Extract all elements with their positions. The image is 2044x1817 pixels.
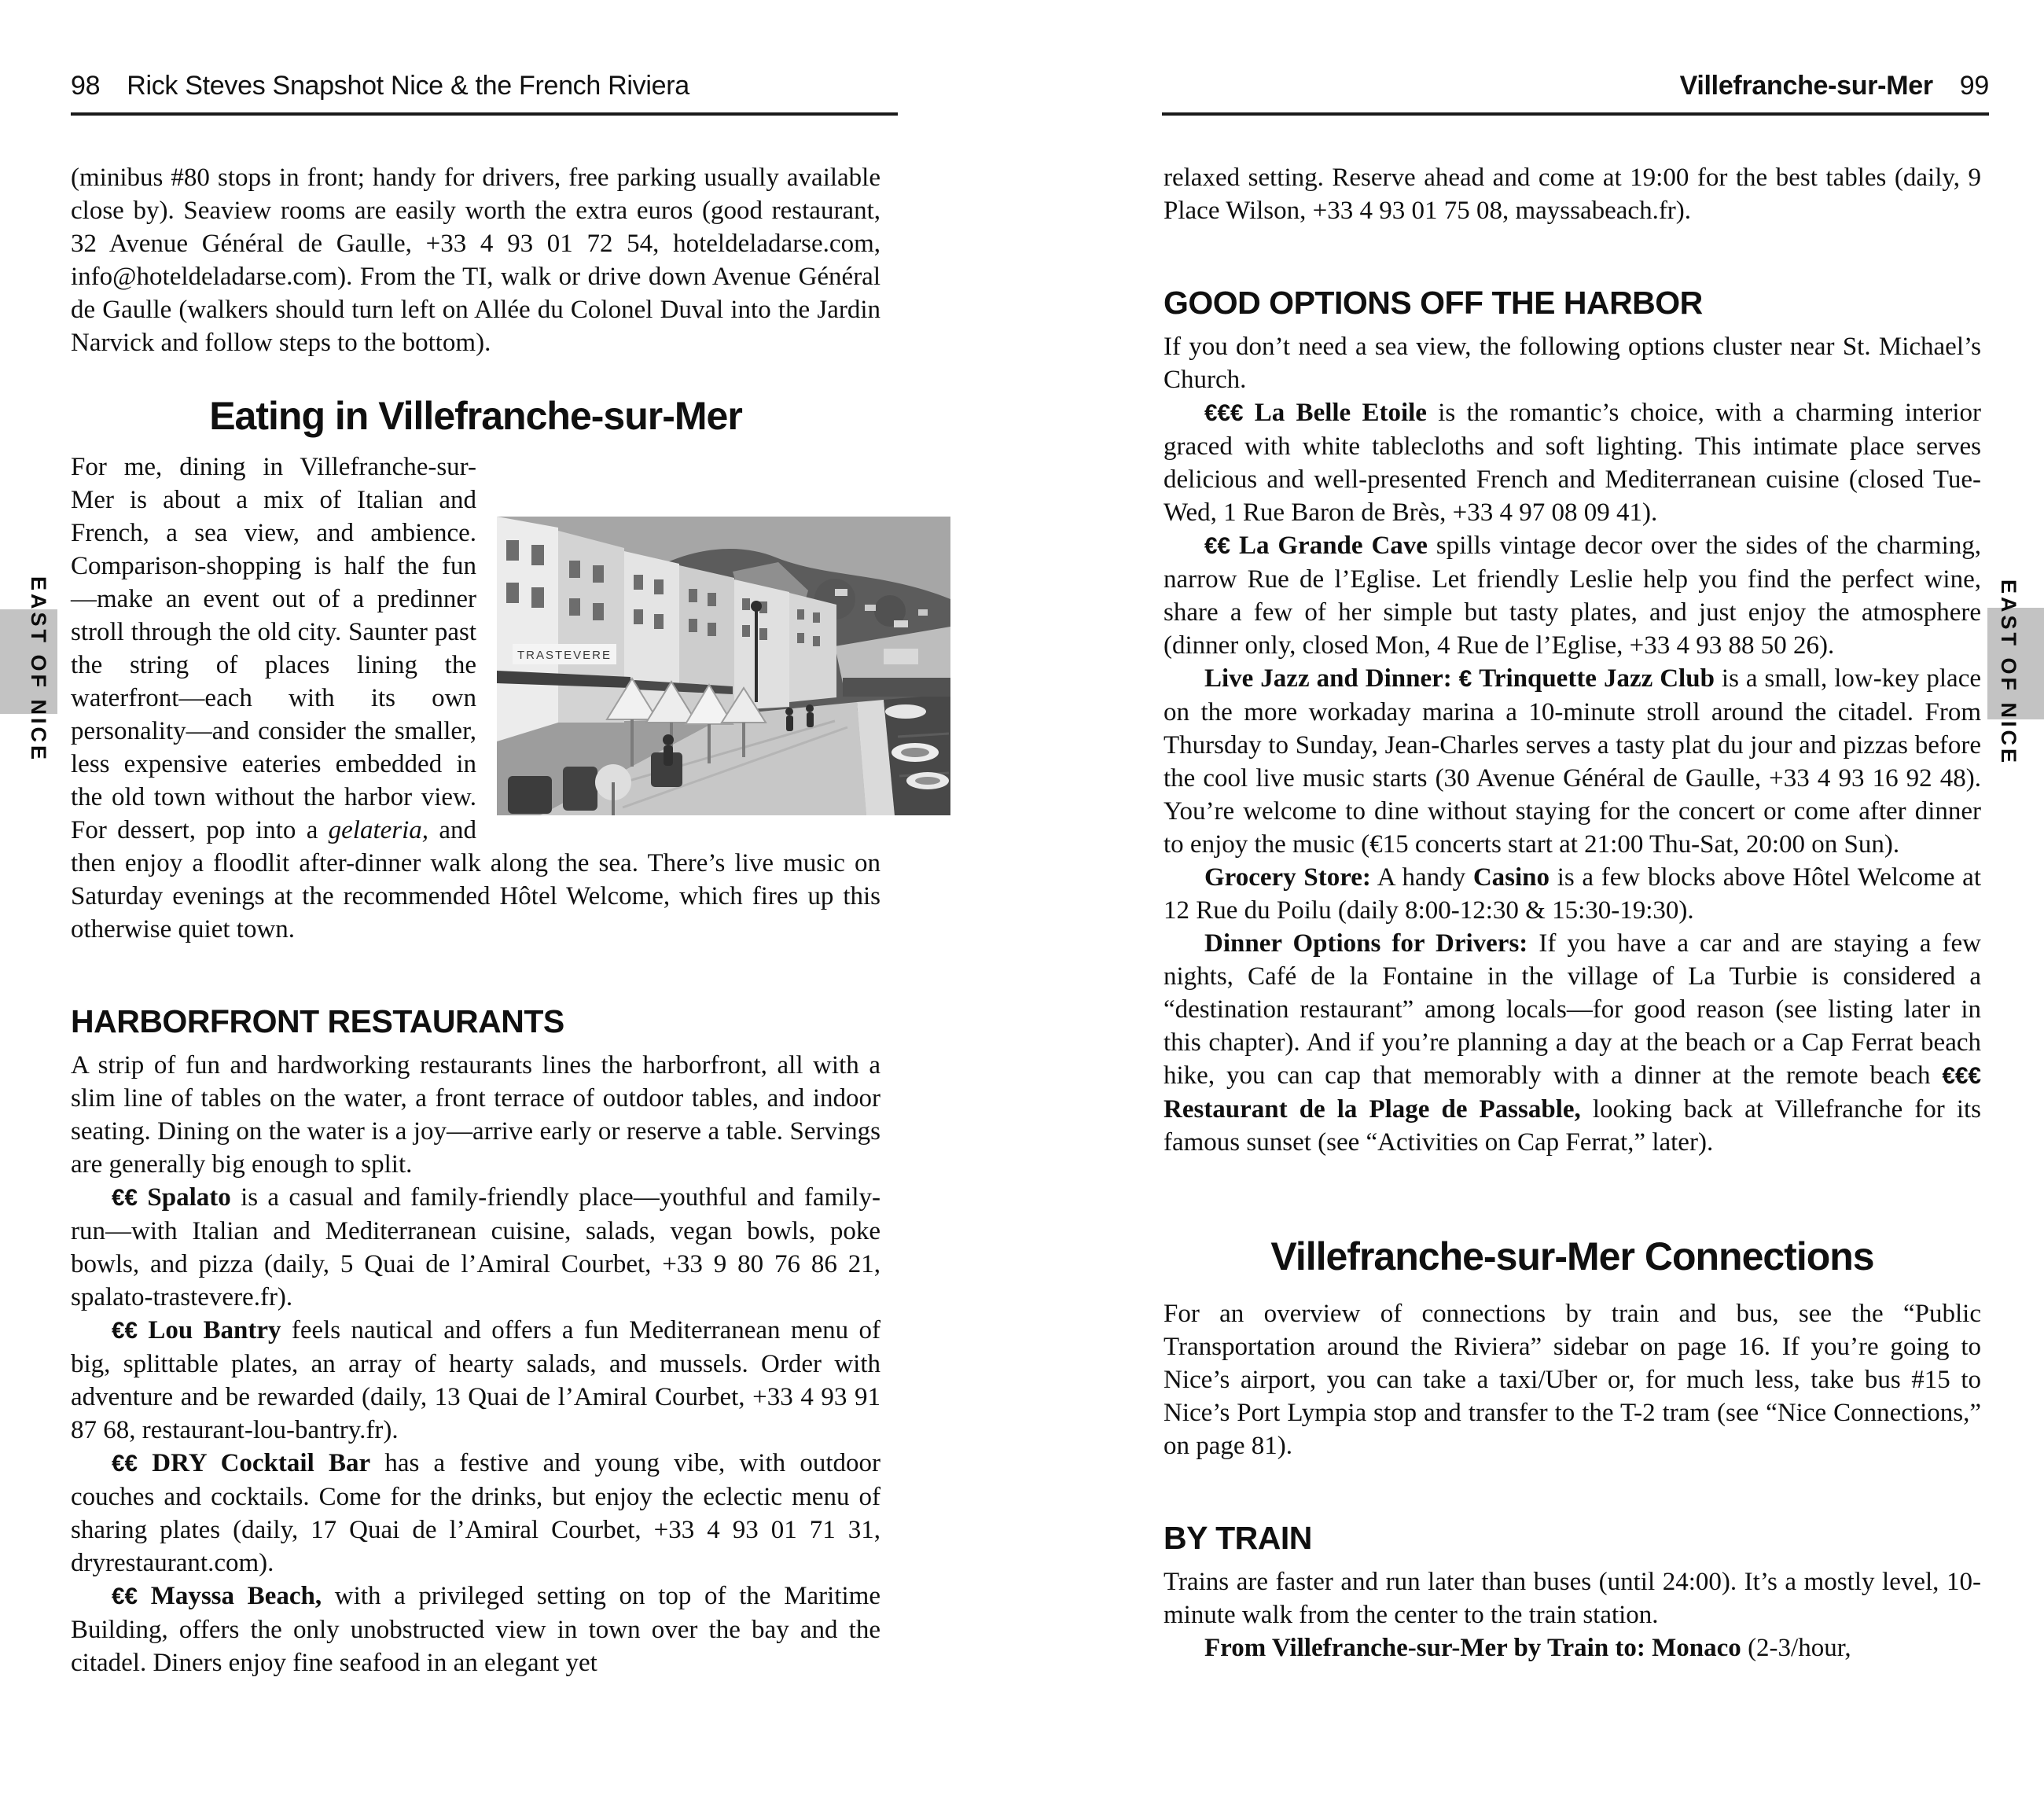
page-header-right (1162, 71, 1989, 116)
edge-tab-left-label: EAST OF NICE (27, 576, 50, 763)
page-number-left: 98 (71, 71, 101, 101)
by-train-heading: BY TRAIN (1164, 1520, 1312, 1557)
left-page-column (71, 161, 880, 1679)
page-header-left (71, 71, 898, 116)
restaurant-listing-dry-cocktail-bar: €€ DRY Cocktail Bar has a festive and young vibe, with outdoor couches and cocktails. Come for the drinks, but enjoy the eclectic menu of sharing plates (daily, 17 Quai de l’Amiral Courbet, +33 4 93 01 71 31, dryrestaurant.com). (71, 1449, 881, 1578)
harborfront-heading: HARBORFRONT RESTAURANTS (71, 1003, 564, 1039)
restaurant-listing-la-grande-cave: €€ La Grande Cave spills vintage decor over the sides of the charming, narrow Rue de l’Eglise. Let friendly Leslie help you find the perfect wine, share a few of her simple but tasty plates, and just enjoy the atmosphere (dinner only, closed Mon, 4 Rue de l’Eglise, +33 4 93 88 50 26). (1164, 531, 1981, 660)
paragraph-good-options-intro: If you don’t need a sea view, the following options cluster near St. Michael’s Church. (1164, 333, 1981, 395)
paragraph-eating-overview-text: For me, dining in Villefranche-sur-Mer is about a mix of Italian and French, a sea view, and ambience. Comparison-shopping is half the fun—make an event out of a predinner stroll through the old city. Saunter past the string of places lining the waterfront—each with its own personality—and consider the smaller, less expensive eateries embedded in the old town without the harbor view. For dessert, pop into a gelateria, and then enjoy a floodlit after-dinner walk along the sea. There’s live music on Saturday evenings at the recommended Hôtel Welcome, which fires up this otherwise quiet town. (71, 453, 880, 943)
harbor-photo (497, 517, 950, 815)
right-page-column (1164, 161, 1981, 1664)
paragraph-hotel-directions: (minibus #80 stops in front; handy for drivers, free parking usually available close by). Seaview rooms are easily worth the extra euros (good restaurant, 32 Avenue Général de Gaulle, +33 4 93 01 72 54, hoteldeladarse.com, info@hoteldeladarse.com). From the TI, walk or drive down Avenue Général de Gaulle (walkers should turn left on Allée du Colonel Duval into the Jardin Narvick and follow steps to the bottom). (71, 164, 880, 357)
restaurant-listing-spalato: €€ Spalato is a casual and family-friendly place—youthful and family-run—with Italian and Mediterranean cuisine, salads, vegan bowls, poke bowls, and pizza (daily, 5 Quai de l’Amiral Courbet, +33 9 80 76 86 21, spalato-trastevere.fr). (71, 1183, 880, 1312)
listing-grocery-store: Grocery Store: A handy Casino is a few blocks above Hôtel Welcome at 12 Rue du Poilu (daily 8:00-12:30 & 15:30-19:30). (1164, 863, 1981, 925)
restaurant-listing-lou-bantry: €€ Lou Bantry feels nautical and offers a fun Mediterranean menu of big, splittable plates, an array of hearty salads, and mussels. Order with adventure and be rewarded (daily, 13 Quai de l’Amiral Courbet, +33 4 93 91 87 68, restaurant-lou-bantry.fr). (71, 1316, 880, 1445)
connections-section-heading: Villefranche-sur-Mer Connections (1270, 1234, 1874, 1279)
running-head-left: Rick Steves Snapshot Nice & the French Riviera (127, 71, 689, 101)
page-number-right: 99 (1959, 71, 1989, 101)
paragraph-train-destinations: From Villefranche-sur-Mer by Train to: Monaco (2-3/hour, (1204, 1634, 1851, 1663)
photo-sign-text: TRASTEVERE (517, 649, 612, 662)
paragraph-harborfront-intro: A strip of fun and hardworking restaurants lines the harborfront, all with a slim line of tables on the water, a front terrace of outdoor tables, and indoor seating. Dining on the water is a joy—arrive early or reserve a table. Servings are generally big enough to split. (71, 1051, 880, 1179)
running-head-right: Villefranche-sur-Mer (1679, 71, 1933, 101)
paragraph-by-train: Trains are faster and run later than buses (until 24:00). It’s a mostly level, 10-minute walk from the center to the train station. (1164, 1568, 1981, 1630)
paragraph-eating-overview (71, 451, 880, 946)
listing-live-jazz-trinquette: Live Jazz and Dinner: € Trinquette Jazz Club is a small, low-key place on the more workaday marina a 10-minute stroll around the citadel. From Thursday to Sunday, Jean-Charles serves a tasty plat du jour and pizzas before the cool live music starts (30 Avenue Général de Gaulle, +33 4 93 16 92 48). You’re welcome to dine without staying for the concert or come after dinner to enjoy the music (€15 concerts start at 21:00 Thu-Sat, 20:00 on Sun). (1164, 664, 1981, 859)
paragraph-mayssa-continued: relaxed setting. Reserve ahead and come at 19:00 for the best tables (daily, 9 Place Wilson, +33 4 93 01 75 08, mayssabeach.fr). (1164, 164, 1981, 225)
restaurant-listing-mayssa-beach: €€ Mayssa Beach, with a privileged setting on top of the Maritime Building, offers the only unobstructed view in town over the bay and the citadel. Diners enjoy fine seafood in an elegant yet (71, 1582, 880, 1678)
eating-section-heading: Eating in Villefranche-sur-Mer (209, 394, 742, 438)
restaurant-listing-la-belle-etoile: €€€ La Belle Etoile is the romantic’s choice, with a charming interior graced with white tablecloths and soft lighting. This intimate place serves delicious and well-presented French and Mediterranean cuisine (closed Tue-Wed, 1 Rue Baron de Brès, +33 4 97 08 09 41). (1164, 399, 1982, 528)
paragraph-connections-overview: For an overview of connections by train and bus, see the “Public Transportation around the Riviera” sidebar on page 16. If you’re going to Nice’s airport, you can take a taxi/Uber or, for much less, take bus #15 to Nice’s Port Lympia stop and transfer to the T-2 tram (see “Nice Connections,” on page 81). (1164, 1300, 1981, 1461)
edge-tab-right-label: EAST OF NICE (1997, 579, 2020, 767)
listing-dinner-options-drivers: Dinner Options for Drivers: If you have a car and are staying a few nights, Café de la Fontaine in the village of La Turbie is considered a “destination restaurant” among locals—for good reason (see listing later in this chapter). And if you’re planning a day at the beach or a Cap Ferrat beach hike, you can cap that memorably with a dinner at the remote beach €€€ Restaurant de la Plage de Passable, looking back at Villefranche for its famous sunset (see “Activities on Cap Ferrat,” later). (1164, 929, 1982, 1157)
good-options-heading: GOOD OPTIONS OFF THE HARBOR (1164, 285, 1703, 321)
